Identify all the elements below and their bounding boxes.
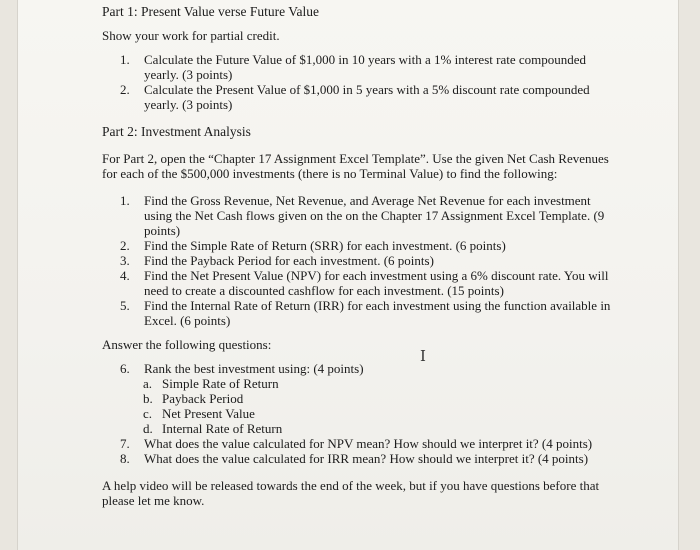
part2-list [102, 193, 622, 328]
footer-note: A help video will be released towards the end of the week, but if you have questions before that please let me know. [102, 478, 600, 508]
question-subitem [102, 421, 622, 436]
list-number: 6. [120, 361, 130, 376]
part1-item [102, 52, 622, 82]
list-text: Find the Simple Rate of Return (SRR) for each investment. (6 points) [144, 238, 506, 253]
part1-list [102, 52, 622, 112]
question-subitem [102, 391, 622, 406]
part2-item [102, 238, 622, 253]
list-number: 2. [120, 82, 130, 97]
part2-title: Part 2: Investment Analysis [102, 124, 251, 139]
question-subitem [102, 406, 622, 421]
list-number: 1. [120, 52, 130, 67]
question-item [102, 451, 622, 466]
list-text: Find the Internal Rate of Return (IRR) for each investment using the function available in Excel. (6 points) [144, 298, 611, 328]
list-text: What does the value calculated for NPV mean? How should we interpret it? (4 points) [144, 436, 593, 451]
list-text: Rank the best investment using: (4 points) [144, 361, 364, 376]
question-item [102, 436, 622, 451]
list-letter: a. [143, 376, 153, 391]
part1-instruction: Show your work for partial credit. [102, 28, 280, 43]
questions-list [102, 361, 622, 466]
list-text: Simple Rate of Return [162, 376, 279, 391]
list-text: Internal Rate of Return [162, 421, 283, 436]
text-cursor-icon: I [420, 347, 426, 365]
part2-item [102, 253, 622, 268]
part2-item [102, 193, 622, 238]
list-text: Payback Period [162, 391, 244, 406]
list-number: 2. [120, 238, 130, 253]
list-text: Calculate the Present Value of $1,000 in 5 years with a 5% discount rate compounded yearly. (3 points) [144, 82, 590, 112]
list-text: Find the Gross Revenue, Net Revenue, and Average Net Revenue for each investment using the Net Cash flows given on the on the Chapter 17 Assignment Excel Template. (9 points) [144, 193, 605, 238]
part2-item [102, 298, 622, 328]
question-subitem [102, 376, 622, 391]
list-text: Find the Payback Period for each investment. (6 points) [144, 253, 434, 268]
list-number: 8. [120, 451, 130, 466]
list-text: What does the value calculated for IRR mean? How should we interpret it? (4 points) [144, 451, 589, 466]
part1-title: Part 1: Present Value verse Future Value [102, 4, 319, 19]
questions-title: Answer the following questions: [102, 337, 272, 352]
list-number: 5. [120, 298, 130, 313]
list-letter: b. [143, 391, 153, 406]
question-item [102, 361, 622, 376]
list-number: 4. [120, 268, 130, 283]
list-text: Find the Net Present Value (NPV) for each investment using a 6% discount rate. You will need to create a discounted cashflow for each investment. (15 points) [144, 268, 609, 298]
list-number: 7. [120, 436, 130, 451]
list-letter: d. [143, 421, 153, 436]
list-text: Net Present Value [162, 406, 255, 421]
document-page [18, 0, 678, 550]
part2-intro: For Part 2, open the “Chapter 17 Assignment Excel Template”. Use the given Net Cash Revenues for each of the $500,000 investments (there is no Terminal Value) to find the following: [102, 151, 609, 181]
list-number: 1. [120, 193, 130, 208]
part2-item [102, 268, 622, 298]
list-text: Calculate the Future Value of $1,000 in 10 years with a 1% interest rate compounded yearly. (3 points) [144, 52, 586, 82]
list-letter: c. [143, 406, 153, 421]
document-content [102, 4, 622, 508]
list-number: 3. [120, 253, 130, 268]
part1-item [102, 82, 622, 112]
